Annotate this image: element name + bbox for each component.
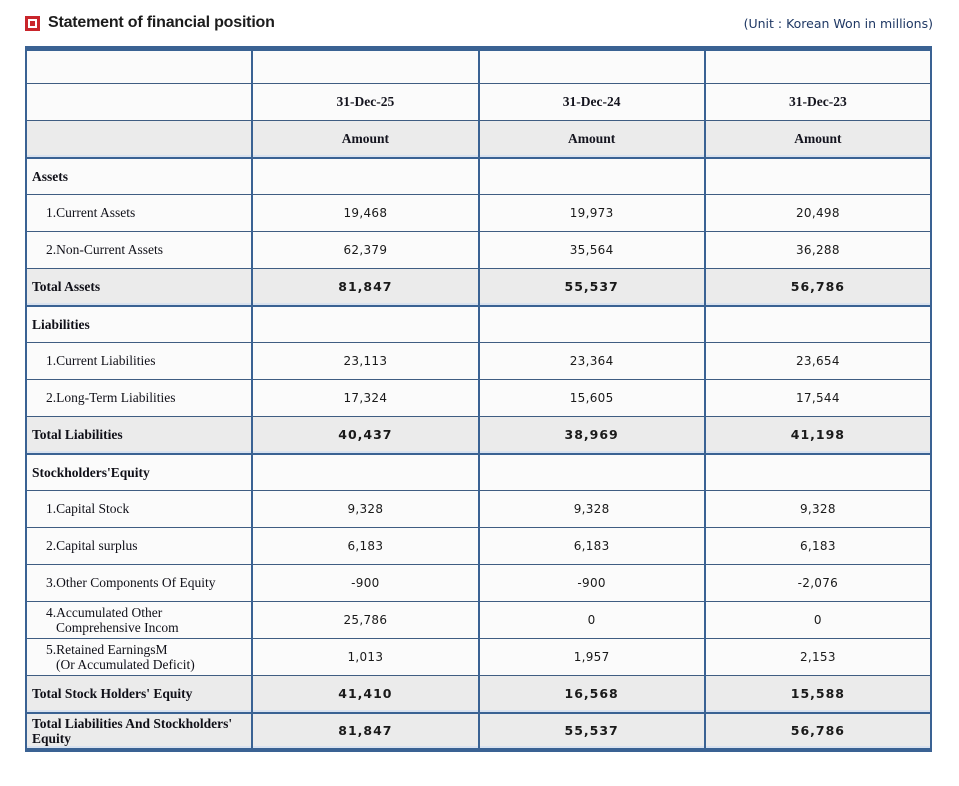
row-label-cell: [26, 713, 252, 751]
amount-cell: -900: [479, 565, 705, 602]
statement-table-body: [26, 49, 931, 751]
amount-cell: 35,564: [479, 232, 705, 269]
row-label: Total Liabilities And Stockholders' Equity: [32, 715, 233, 746]
row-label-cell: [26, 380, 252, 417]
row-label-cell: [26, 343, 252, 380]
row-label: 2.Non-Current Assets: [46, 242, 163, 258]
amount-cell: -2,076: [705, 565, 931, 602]
table-row: [26, 528, 931, 565]
amount-cell: 1,013: [252, 639, 478, 676]
amount-cell: [705, 454, 931, 491]
table-row: [26, 454, 931, 491]
spacer-cell: [479, 49, 705, 84]
period-header-cell: 31-Dec-23: [705, 84, 931, 121]
amount-cell: 9,328: [252, 491, 478, 528]
amount-cell: 55,537: [479, 269, 705, 306]
row-label: 3.Other Components Of Equity: [46, 575, 216, 591]
table-row: [26, 639, 931, 676]
period-header-row: [26, 84, 931, 121]
row-label-cell: [26, 639, 252, 676]
spacer-header-row: [26, 49, 931, 84]
row-label: 1.Capital Stock: [46, 501, 130, 517]
amount-cell: 19,468: [252, 195, 478, 232]
page-title: Statement of financial position: [48, 14, 275, 31]
spacer-cell: [252, 49, 478, 84]
amount-cell: 17,324: [252, 380, 478, 417]
table-row: [26, 306, 931, 343]
amount-cell: 2,153: [705, 639, 931, 676]
amount-header-cell: Amount: [479, 121, 705, 158]
amount-cell: 0: [479, 602, 705, 639]
row-label: Total Assets: [32, 279, 101, 295]
amount-cell: 55,537: [479, 713, 705, 751]
amount-header-blank-cell: [26, 121, 252, 158]
table-row: [26, 676, 931, 713]
title-bullet-icon: [25, 16, 40, 31]
amount-cell: 1,957: [479, 639, 705, 676]
amount-cell: 20,498: [705, 195, 931, 232]
amount-cell: [252, 454, 478, 491]
statement-table: [25, 46, 932, 752]
row-label: 1.Current Assets: [46, 205, 136, 221]
row-label: 2.Capital surplus: [46, 538, 138, 554]
amount-cell: 15,588: [705, 676, 931, 713]
table-row: [26, 565, 931, 602]
amount-cell: 6,183: [705, 528, 931, 565]
amount-cell: 0: [705, 602, 931, 639]
amount-cell: 9,328: [479, 491, 705, 528]
amount-cell: 81,847: [252, 713, 478, 751]
amount-cell: 6,183: [252, 528, 478, 565]
table-row: [26, 158, 931, 195]
row-label-cell: [26, 491, 252, 528]
row-label: Total Liabilities: [32, 427, 123, 443]
amount-cell: [705, 158, 931, 195]
title-block: [25, 14, 275, 32]
amount-cell: [252, 158, 478, 195]
table-row: [26, 602, 931, 639]
row-label: 1.Current Liabilities: [46, 353, 156, 369]
amount-cell: 9,328: [705, 491, 931, 528]
title-bullet-icon-inner: [28, 19, 37, 28]
table-row: [26, 380, 931, 417]
row-label-cell: [26, 195, 252, 232]
row-label-cell: [26, 417, 252, 454]
amount-cell: 19,973: [479, 195, 705, 232]
amount-cell: 62,379: [252, 232, 478, 269]
period-header-cell: 31-Dec-24: [479, 84, 705, 121]
period-header-blank-cell: [26, 84, 252, 121]
row-label-cell: [26, 158, 252, 195]
amount-cell: 15,605: [479, 380, 705, 417]
amount-cell: 6,183: [479, 528, 705, 565]
amount-cell: 40,437: [252, 417, 478, 454]
amount-cell: 23,113: [252, 343, 478, 380]
page-header: [25, 12, 933, 34]
spacer-cell: [705, 49, 931, 84]
row-label: Assets: [32, 168, 68, 184]
unit-note: (Unit : Korean Won in millions): [743, 15, 933, 31]
amount-cell: [252, 306, 478, 343]
amount-cell: 41,198: [705, 417, 931, 454]
row-label: Stockholders'Equity: [32, 464, 150, 480]
row-label: Liabilities: [32, 316, 90, 332]
row-label: 4.Accumulated Other: [46, 604, 163, 620]
row-label-cell: [26, 454, 252, 491]
row-label-line2: (Or Accumulated Deficit): [56, 657, 195, 672]
title-bullet-icon-core: [30, 21, 35, 26]
amount-cell: [479, 306, 705, 343]
row-label: 5.Retained EarningsM: [46, 641, 168, 657]
row-label-cell: [26, 306, 252, 343]
row-label-cell: [26, 565, 252, 602]
row-label: Total Stock Holders' Equity: [32, 686, 193, 702]
row-label-cell: [26, 232, 252, 269]
table-row: [26, 269, 931, 306]
amount-cell: [479, 158, 705, 195]
row-label-cell: [26, 676, 252, 713]
table-row: [26, 343, 931, 380]
table-row: [26, 195, 931, 232]
amount-cell: 25,786: [252, 602, 478, 639]
amount-cell: 41,410: [252, 676, 478, 713]
amount-cell: 16,568: [479, 676, 705, 713]
row-label-cell: [26, 602, 252, 639]
spacer-cell: [26, 49, 252, 84]
table-row: [26, 417, 931, 454]
amount-cell: 81,847: [252, 269, 478, 306]
amount-cell: 23,654: [705, 343, 931, 380]
amount-header-cell: Amount: [705, 121, 931, 158]
table-row: [26, 232, 931, 269]
amount-cell: 38,969: [479, 417, 705, 454]
amount-cell: 56,786: [705, 713, 931, 751]
amount-cell: -900: [252, 565, 478, 602]
table-row: [26, 713, 931, 751]
amount-header-cell: Amount: [252, 121, 478, 158]
amount-cell: 36,288: [705, 232, 931, 269]
row-label-line2: Comprehensive Incom: [56, 620, 179, 635]
table-row: [26, 491, 931, 528]
amount-cell: 56,786: [705, 269, 931, 306]
row-label-cell: [26, 528, 252, 565]
row-label: 2.Long-Term Liabilities: [46, 390, 176, 406]
period-header-cell: 31-Dec-25: [252, 84, 478, 121]
row-label-cell: [26, 269, 252, 306]
amount-cell: [479, 454, 705, 491]
amount-cell: 17,544: [705, 380, 931, 417]
amount-cell: 23,364: [479, 343, 705, 380]
amount-cell: [705, 306, 931, 343]
amount-header-row: [26, 121, 931, 158]
